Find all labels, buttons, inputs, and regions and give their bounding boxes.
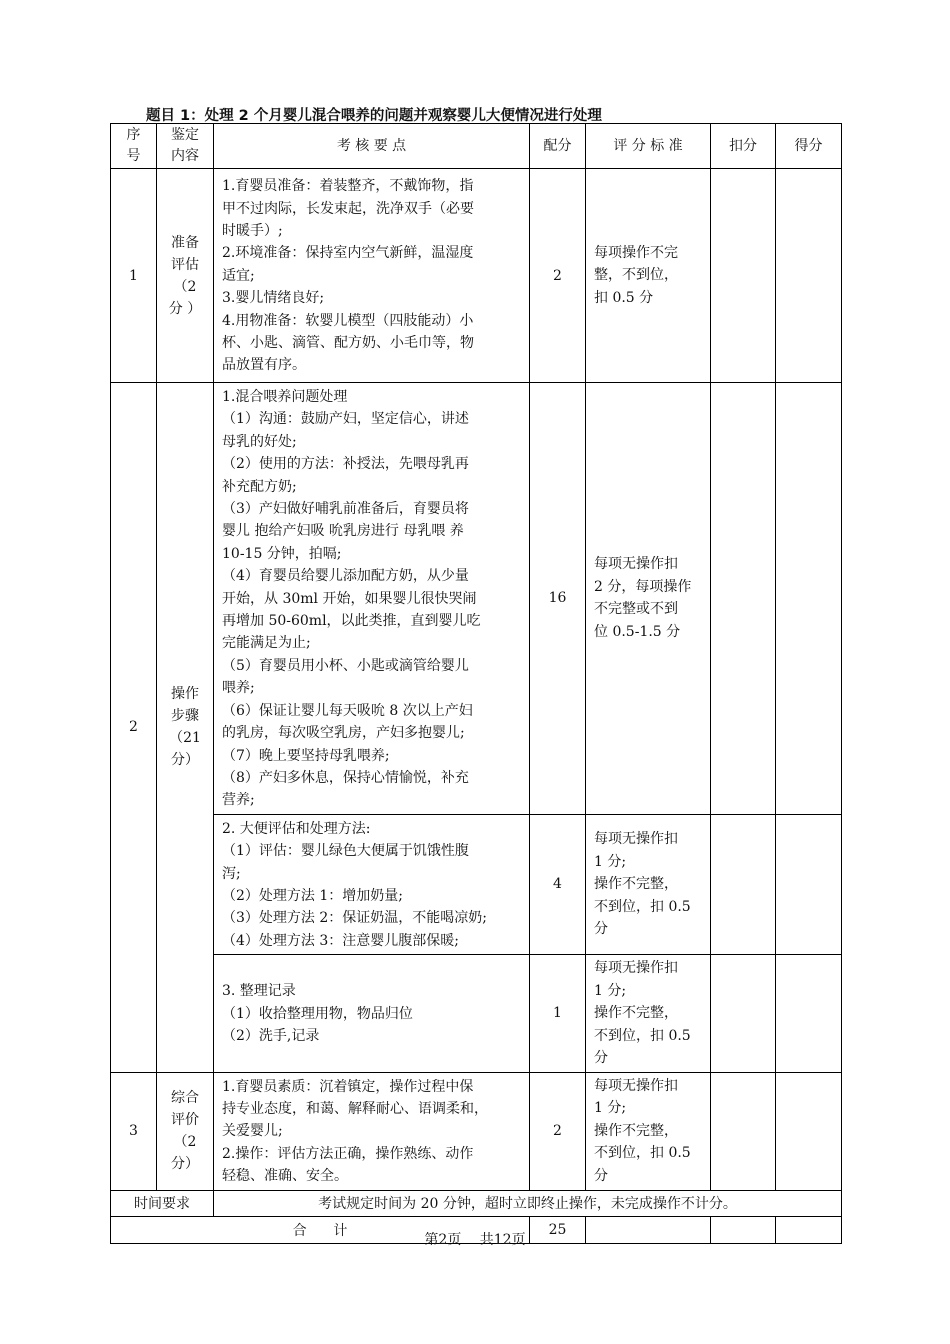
standard-line: 操作不完整， [594, 1122, 678, 1139]
header-earned: 得分 [776, 124, 842, 169]
point-line: 时暖手）; [222, 222, 283, 239]
row-category: 综合 评价 （2 分） [157, 1072, 214, 1190]
point-line: 婴儿 抱给产妇吸 吮乳房进行 母乳喂 养 [222, 523, 464, 540]
point-line: 3. 整理记录 [222, 983, 296, 1000]
point-line: 杯、小匙、滴管、配方奶、小毛巾等，物 [222, 335, 474, 352]
point-line: （3）处理方法 2：保证奶温，不能喝凉奶; [222, 910, 487, 927]
row-deduct [711, 814, 776, 954]
assessment-table [110, 123, 842, 1244]
standard-line: 分 [594, 1167, 608, 1184]
point-line: 1.育婴员素质：沉着镇定，操作过程中保 [222, 1078, 474, 1095]
point-line: （2）使用的方法：补授法，先喂母乳再 [222, 456, 469, 473]
standard-line: 操作不完整， [594, 876, 678, 893]
standard-line: 每项无操作扣 [594, 831, 678, 848]
point-line: 的乳房，每次吸空乳房，产妇多抱婴儿; [222, 725, 465, 742]
standard-line: 位 0.5-1.5 分 [594, 623, 681, 640]
standard-line: 每项无操作扣 [594, 960, 678, 977]
standard-line: 1 分; [594, 1100, 627, 1117]
standard-line: 操作不完整， [594, 1005, 678, 1022]
point-line: （5）育婴员用小杯、小匙或滴管给婴儿 [222, 657, 469, 674]
page-title: 题目 1：处理 2 个月婴儿混合喂养的问题并观察婴儿大便情况进行处理 [146, 108, 602, 124]
point-line: 轻稳、准确、安全。 [222, 1168, 348, 1185]
point-line: 1.混合喂养问题处理 [222, 389, 348, 405]
standard-line: 每项无操作扣 [594, 556, 678, 573]
page-footer: 第2页 共12页 [424, 1232, 526, 1248]
row-number: 3 [111, 1072, 157, 1190]
row-points [214, 1072, 530, 1190]
point-line: 2. 大便评估和处理方法: [222, 820, 371, 837]
point-line: 10-15 分钟，拍嗝; [222, 545, 342, 562]
table-row [111, 955, 842, 1073]
point-line: 适宜; [222, 267, 255, 284]
point-line: （4）育婴员给婴儿添加配方奶，从少量 [222, 568, 469, 585]
time-row [111, 1190, 842, 1216]
point-line: （1）评估：婴儿绿色大便属于饥饿性腹 [222, 843, 469, 860]
point-line: 补充配方奶; [222, 478, 297, 495]
standard-line: 1 分; [594, 982, 627, 999]
row-score: 2 [530, 1072, 586, 1190]
point-line: （4）处理方法 3：注意婴儿腹部保暖; [222, 932, 459, 949]
point-line: （1）收拾整理用物，物品归位 [222, 1005, 413, 1022]
row-number: 1 [111, 169, 157, 383]
standard-line: 整，不到位， [594, 267, 678, 284]
header-points: 考 核 要 点 [214, 124, 530, 169]
header-score: 配分 [530, 124, 586, 169]
standard-line: 2 分，每项操作 [594, 578, 692, 595]
header-deduct: 扣分 [711, 124, 776, 169]
row-earned [776, 1072, 842, 1190]
time-text: 考试规定时间为 20 分钟，超时立即终止操作，未完成操作不计分。 [214, 1190, 842, 1216]
point-line: 2.环境准备：保持室内空气新鲜，温湿度 [222, 245, 474, 262]
header-no: 序 号 [111, 124, 157, 169]
table-row [111, 814, 842, 954]
standard-line: 分 [594, 921, 608, 938]
row-standard [586, 383, 711, 815]
point-line: 再增加 50-60ml，以此类推，直到婴儿吃 [222, 613, 481, 630]
row-points [214, 955, 530, 1073]
standard-line: 不到位，扣 0.5 [594, 1145, 691, 1162]
row-deduct [711, 169, 776, 383]
point-line: 开始，从 30ml 开始，如果婴儿很快哭闹 [222, 590, 477, 607]
row-earned [776, 814, 842, 954]
point-line: 3.婴儿情绪良好; [222, 290, 325, 307]
row-score: 2 [530, 169, 586, 383]
point-line: （1）沟通：鼓励产妇，坚定信心，讲述 [222, 411, 469, 428]
standard-line: 分 [594, 1050, 608, 1067]
row-earned [776, 383, 842, 815]
point-line: 完能满足为止; [222, 635, 311, 652]
point-line: （6）保证让婴儿每天吸吮 8 次以上产妇 [222, 702, 473, 719]
standard-line: 1 分; [594, 853, 627, 870]
standard-line: 不完整或不到 [594, 601, 678, 618]
point-line: 1.育婴员准备：着装整齐，不戴饰物，指 [222, 178, 474, 195]
row-number: 2 [111, 383, 157, 1073]
row-score: 16 [530, 383, 586, 815]
point-line: 喂养; [222, 680, 255, 697]
point-line: 营养; [222, 792, 255, 809]
point-line: 泻; [222, 865, 241, 882]
standard-line: 不到位，扣 0.5 [594, 898, 691, 915]
header-category: 鉴定 内容 [157, 124, 214, 169]
standard-line: 每项无操作扣 [594, 1077, 678, 1094]
row-deduct [711, 383, 776, 815]
standard-line: 扣 0.5 分 [594, 289, 654, 306]
table-row [111, 169, 842, 383]
point-line: 关爱婴儿; [222, 1123, 283, 1140]
point-line: 品放置有序。 [222, 357, 306, 374]
table-header-row [111, 124, 842, 169]
point-line: （2）洗手,记录 [222, 1028, 320, 1045]
row-score: 4 [530, 814, 586, 954]
row-standard [586, 955, 711, 1073]
row-standard [586, 169, 711, 383]
total-label: 合 计 [111, 1216, 530, 1243]
row-earned [776, 169, 842, 383]
row-points [214, 383, 530, 815]
point-line: （7）晚上要坚持母乳喂养; [222, 747, 390, 764]
point-line: （2）处理方法 1：增加奶量; [222, 887, 403, 904]
row-standard [586, 814, 711, 954]
table-row [111, 1072, 842, 1190]
row-standard [586, 1072, 711, 1190]
point-line: 4.用物准备：软婴儿模型（四肢能动）小 [222, 312, 474, 329]
point-line: 母乳的好处; [222, 433, 297, 450]
time-label: 时间要求 [111, 1190, 214, 1216]
row-points [214, 814, 530, 954]
row-deduct [711, 1072, 776, 1190]
point-line: 2.操作：评估方法正确，操作熟练、动作 [222, 1145, 474, 1162]
row-category: 操作 步骤 （21 分） [157, 383, 214, 1073]
row-earned [776, 955, 842, 1073]
point-line: （8）产妇多休息，保持心情愉悦，补充 [222, 769, 469, 786]
point-line: 持专业态度，和蔼、解释耐心、语调柔和， [222, 1101, 488, 1118]
point-line: 甲不过肉际，长发束起，洗净双手（必要 [222, 200, 474, 217]
standard-line: 不到位，扣 0.5 [594, 1027, 691, 1044]
row-points [214, 169, 530, 383]
standard-line: 每项操作不完 [594, 244, 678, 261]
row-deduct [711, 955, 776, 1073]
header-standard: 评 分 标 准 [586, 124, 711, 169]
row-score: 1 [530, 955, 586, 1073]
total-score: 25 [530, 1216, 586, 1243]
table-row [111, 383, 842, 815]
point-line: （3）产妇做好哺乳前准备后，育婴员将 [222, 501, 469, 518]
row-category: 准备 评估 （2 分 ） [157, 169, 214, 383]
